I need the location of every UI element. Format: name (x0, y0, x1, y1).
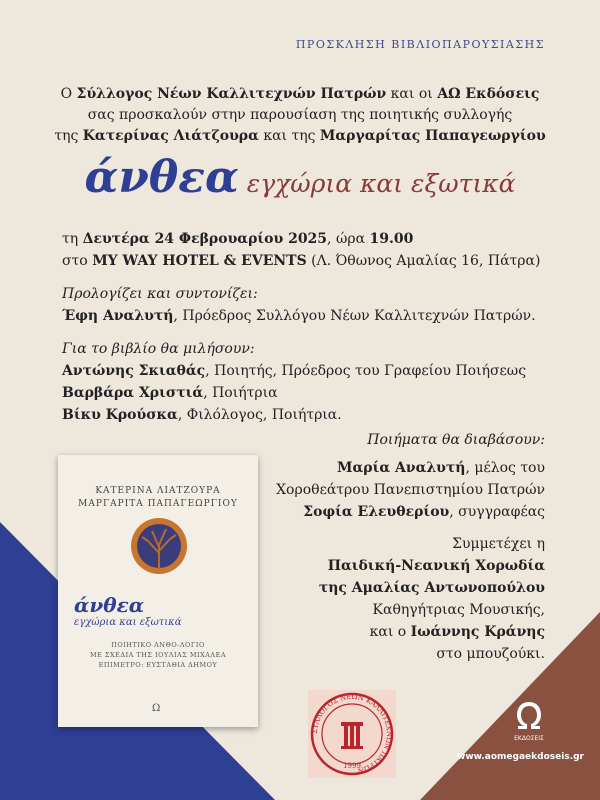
title-subtitle: εγχώρια και εξωτικά (246, 169, 516, 198)
participation-section (319, 533, 545, 665)
svg-text:ΣΥΛΛΟΓΟΣ ΝΕΩΝ ΚΑΛΛΙΤΕΧΝΩΝ ΠΑΤΡ: ΣΥΛΛΟΓΟΣ ΝΕΩΝ ΚΑΛΛΙΤΕΧΝΩΝ ΠΑΤΡΩΝ (310, 692, 394, 775)
speaker-item: Βίκυ Κρούσκα, Φιλόλογος, Ποιήτρια. (62, 407, 342, 423)
book-cover-subtitle: εγχώρια και εξωτικά (74, 617, 182, 628)
speaker-item: Αντώνης Σκιαθάς, Ποιητής, Πρόεδρος του Γραφείου Ποιήσεως (62, 363, 527, 379)
intro-line-3: της Κατερίνας Λιάτζουρα και της Μαργαρίτας Παπαγεωργίου (54, 128, 546, 144)
event-venue-line: στο MY WAY HOTEL & EVENTS (Λ. Όθωνος Αμαλίας 16, Πάτρα) (62, 253, 541, 269)
moderator-name: Έφη Αναλυτή (62, 308, 174, 324)
book-cover-description: ΠΟΙΗΤΙΚΟ ΑΝΘΟ-ΛΟΓΙΟ ΜΕ ΣΧΕΔΙΑ ΤΗΣ ΙΟΥΛΙΑΣ ΜΙΧΑΛΕΑ ΕΠΙΜΕΤΡΟ: ΕΥΣΤΑΘΙΑ ΔΗΜΟΥ (89, 641, 227, 669)
title-main: άνθεα (84, 152, 239, 203)
instrument-line: στο μπουζούκι. (436, 646, 545, 662)
choir-name: Παιδική-Νεανική Χορωδία (327, 558, 545, 574)
book-cover-tree-illustration (130, 517, 188, 575)
association-seal-logo (308, 690, 396, 778)
book-cover-title: άνθεα (74, 593, 145, 617)
intro-line-1: Ο Σύλλογος Νέων Καλλιτεχνών Πατρών και οι ΑΩ Εκδόσεις (60, 86, 540, 102)
reader-1: Μαρία Αναλυτή, μέλος του (336, 460, 545, 476)
event-details (62, 228, 540, 272)
participation-line: Συμμετέχει η (452, 536, 545, 552)
seal-year: 1999 (343, 762, 361, 770)
book-cover (58, 455, 258, 727)
reader-1-role: Χοροθεάτρου Πανεπιστημίου Πατρών (276, 482, 545, 498)
speakers-heading: Για το βιβλίο θα μιλήσουν: (62, 341, 255, 357)
book-authors: ΚΑΤΕΡΙΝΑ ΛΙΑΤΖΟΥΡΑ ΜΑΡΓΑΡΙΤΑ ΠΑΠΑΓΕΩΡΓΙΟΥ (78, 486, 238, 509)
speaker-item: Βαρβάρα Χριστιά, Ποιήτρια (62, 385, 278, 401)
moderator-section: Προλογίζει και συντονίζει: Έφη Αναλυτή, Πρόεδρος Συλλόγου Νέων Καλλιτεχνών Πατρών. (62, 286, 536, 324)
book-publisher-logo-icon: Ω (152, 703, 161, 714)
speakers-section (62, 338, 526, 426)
readers-section (276, 429, 545, 523)
publisher-website-link[interactable]: www.aomegaekdoseis.gr (457, 752, 584, 762)
invitation-header: ΠΡΟΣΚΛΗΣΗ ΒΙΒΛΙΟΠΑΡΟΥΣΙΑΣΗΣ (295, 38, 545, 51)
director-role: Καθηγήτριας Μουσικής, (372, 602, 545, 618)
publisher-name: ΕΚΔΟΣΕΙΣ (514, 735, 544, 742)
book-title (0, 152, 600, 203)
moderator-heading: Προλογίζει και συντονίζει: (62, 286, 258, 302)
musician-line: και ο Ιωάννης Κράνης (369, 624, 545, 640)
intro-line-2: σας προσκαλούν στην παρουσίαση της ποιητικής συλλογής (87, 107, 513, 123)
event-date-line: τη Δευτέρα 24 Φεβρουαρίου 2025, ώρα 19.00 (62, 231, 414, 247)
publisher-omega-logo-icon (514, 700, 544, 732)
choir-director: της Αμαλίας Αντωνοπούλου (318, 580, 545, 596)
reader-2: Σοφία Ελευθερίου, συγγραφέας (303, 504, 545, 520)
intro-text (0, 84, 600, 147)
readers-heading: Ποιήματα θα διαβάσουν: (367, 432, 545, 448)
